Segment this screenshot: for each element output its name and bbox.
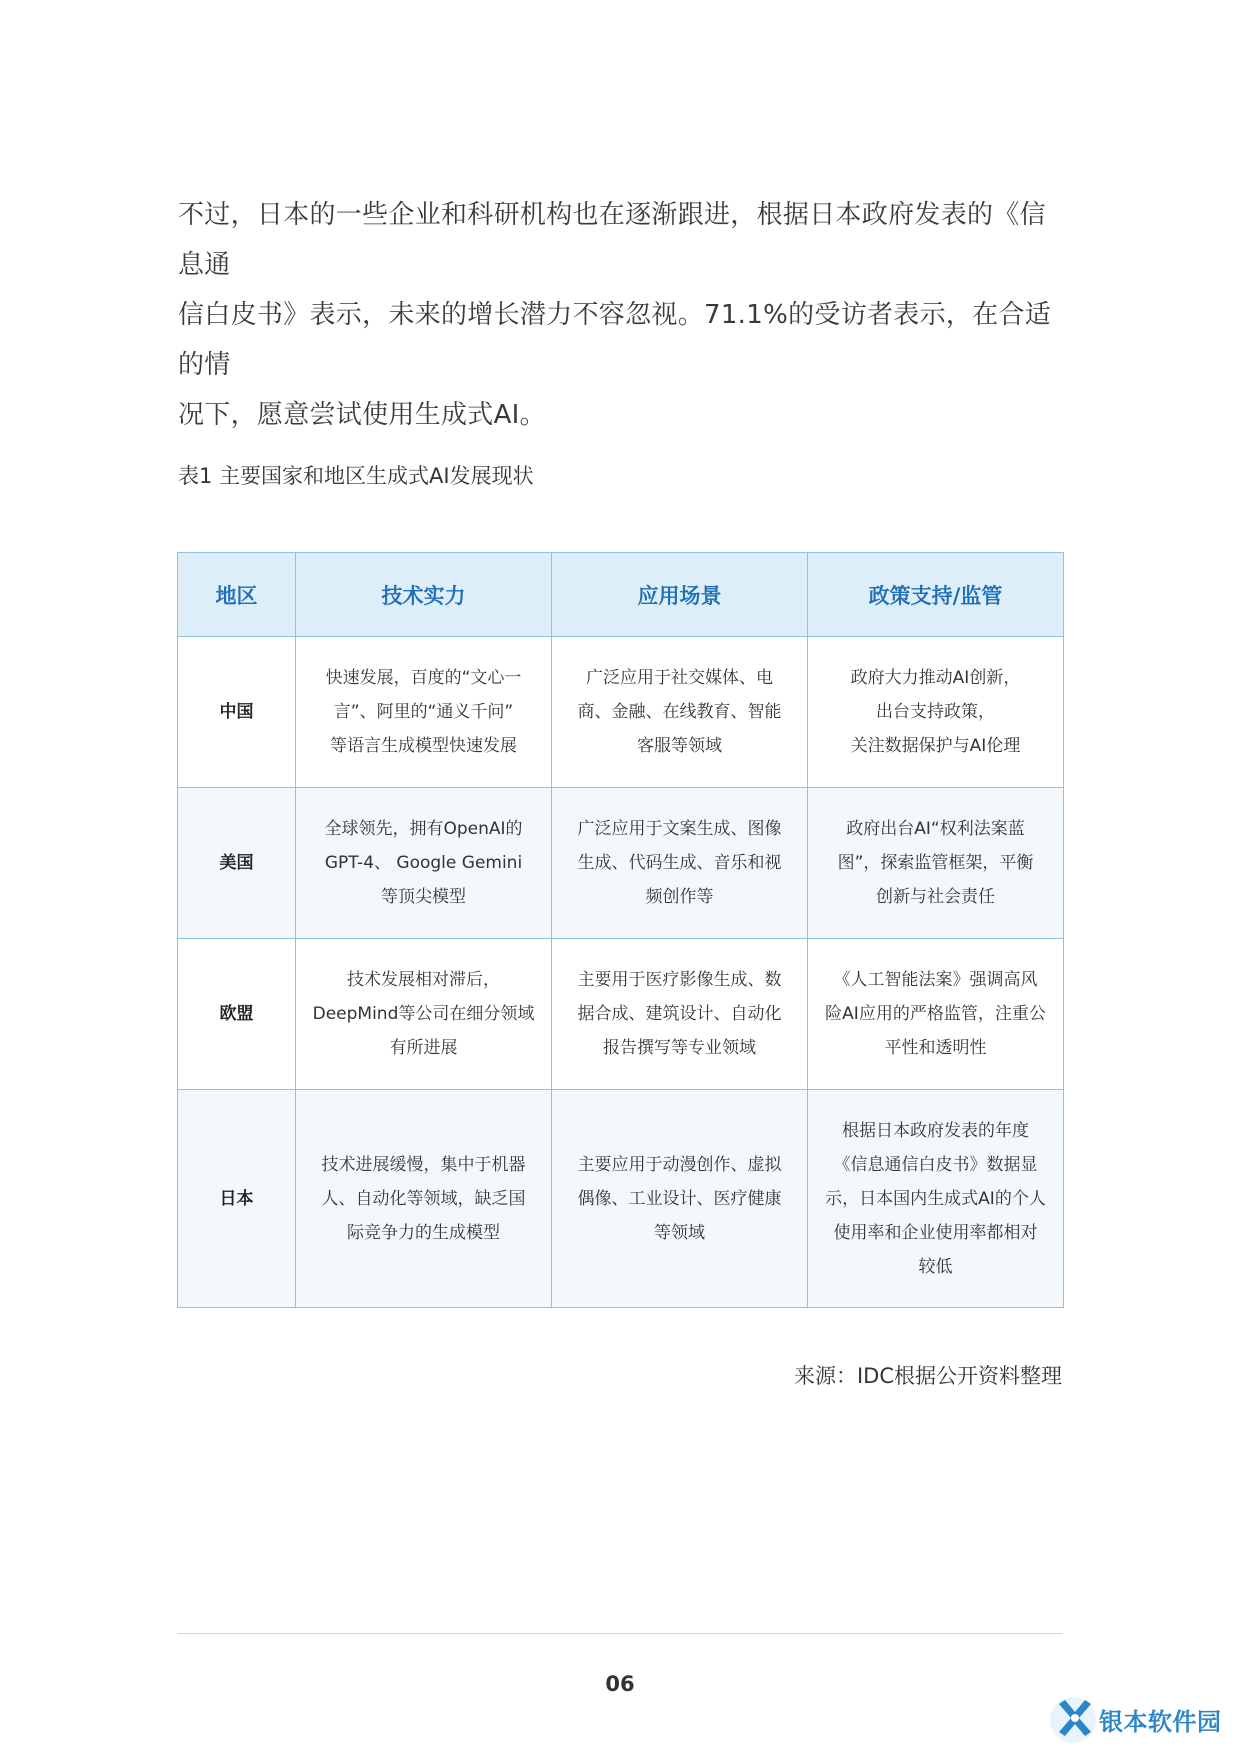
tech-cell [296, 788, 552, 939]
app-cell [552, 788, 808, 939]
source-note: 来源：IDC根据公开资料整理 [793, 1364, 1062, 1388]
region-cell: 中国 [178, 637, 296, 788]
app-cell [552, 939, 808, 1090]
cell-line: 广泛应用于社交媒体、电 [586, 668, 773, 688]
cell-line: 技术进展缓慢，集中于机器 [321, 1154, 526, 1175]
intro-line: 况下，愿意尝试使用生成式AI。 [178, 400, 546, 430]
cell-line: 主要应用于动漫创作、虚拟 [577, 1154, 782, 1175]
header-region: 地区 [178, 553, 296, 637]
footer-divider [177, 1633, 1063, 1634]
cell-line: 政府大力推动AI创新， [850, 668, 1021, 688]
tech-cell [296, 1090, 552, 1308]
header-policy: 政策支持/监管 [808, 553, 1064, 637]
cell-line: 《人工智能法案》强调高风 [833, 970, 1038, 990]
cell-line: 据合成、建筑设计、自动化 [577, 1004, 782, 1024]
cell-line: 出台支持政策， [876, 702, 995, 722]
policy-cell [808, 1090, 1064, 1308]
cell-line: DeepMind等公司在细分领域 [312, 1004, 535, 1024]
table-container [177, 552, 1063, 1308]
table-header-row [178, 553, 1064, 637]
cell-line: 较低 [918, 1256, 953, 1277]
intro-line: 信白皮书》表示，未来的增长潜力不容忽视。71.1%的受访者表示，在合适的情 [178, 300, 1052, 380]
cell-line: 图”，探索监管框架，平衡 [837, 853, 1034, 873]
cell-line: 人、自动化等领域，缺乏国 [321, 1188, 526, 1209]
cell-line: 际竞争力的生成模型 [347, 1222, 500, 1243]
policy-cell [808, 788, 1064, 939]
brand-watermark [1049, 1694, 1224, 1746]
tech-cell [296, 637, 552, 788]
cell-line: 险AI应用的严格监管，注重公 [825, 1004, 1046, 1024]
cell-line: 等顶尖模型 [381, 887, 466, 907]
cell-line: 报告撰写等专业领域 [603, 1038, 756, 1058]
intro-line: 不过，日本的一些企业和科研机构也在逐渐跟进，根据日本政府发表的《信息通 [178, 200, 1046, 280]
table-row [178, 788, 1064, 939]
header-tech: 技术实力 [296, 553, 552, 637]
cell-line: 平性和透明性 [884, 1038, 987, 1058]
cell-line: 全球领先，拥有OpenAI的 [324, 819, 523, 839]
cell-line: 广泛应用于文案生成、图像 [577, 819, 782, 839]
cell-line: 技术发展相对滞后， [347, 970, 500, 990]
cell-line: 客服等领域 [637, 736, 722, 756]
cell-line: 关注数据保护与AI伦理 [850, 736, 1021, 756]
header-app: 应用场景 [552, 553, 808, 637]
region-cell: 日本 [178, 1090, 296, 1308]
table-caption: 表1 主要国家和地区生成式AI发展现状 [178, 464, 534, 488]
cell-line: 主要用于医疗影像生成、数 [577, 970, 782, 990]
cell-line: GPT-4、 Google Gemini [324, 853, 523, 873]
table-row [178, 939, 1064, 1090]
app-cell [552, 637, 808, 788]
region-cell: 美国 [178, 788, 296, 939]
cell-line: 偶像、工业设计、医疗健康 [577, 1188, 782, 1209]
cell-line: 商、金融、在线教育、智能 [577, 702, 782, 722]
brand-logo-icon [1049, 1696, 1097, 1744]
app-cell [552, 1090, 808, 1308]
cell-line: 使用率和企业使用率都相对 [833, 1222, 1038, 1243]
cell-line: 有所进展 [389, 1038, 458, 1058]
brand-name: 银本软件园 [1099, 1708, 1222, 1736]
region-cell: 欧盟 [178, 939, 296, 1090]
cell-line: 政府出台AI“权利法案蓝 [846, 819, 1025, 839]
policy-cell [808, 939, 1064, 1090]
cell-line: 等语言生成模型快速发展 [330, 736, 517, 756]
cell-line: 快速发展，百度的“文心一 [325, 668, 522, 688]
tech-cell [296, 939, 552, 1090]
cell-line: 根据日本政府发表的年度 [842, 1120, 1029, 1141]
cell-line: 创新与社会责任 [876, 887, 995, 907]
policy-cell [808, 637, 1064, 788]
cell-line: 等领域 [654, 1222, 705, 1243]
table-row [178, 637, 1064, 788]
cell-line: 《信息通信白皮书》数据显 [833, 1154, 1038, 1175]
cell-line: 生成、代码生成、音乐和视 [577, 853, 782, 873]
cell-line: 示，日本国内生成式AI的个人 [825, 1188, 1046, 1209]
cell-line: 频创作等 [645, 887, 714, 907]
intro-paragraph [178, 190, 1068, 440]
ai-development-table [177, 552, 1064, 1308]
table-row [178, 1090, 1064, 1308]
page-number: 06 [605, 1672, 635, 1696]
cell-line: 言”、阿里的“通义千问” [333, 702, 514, 722]
